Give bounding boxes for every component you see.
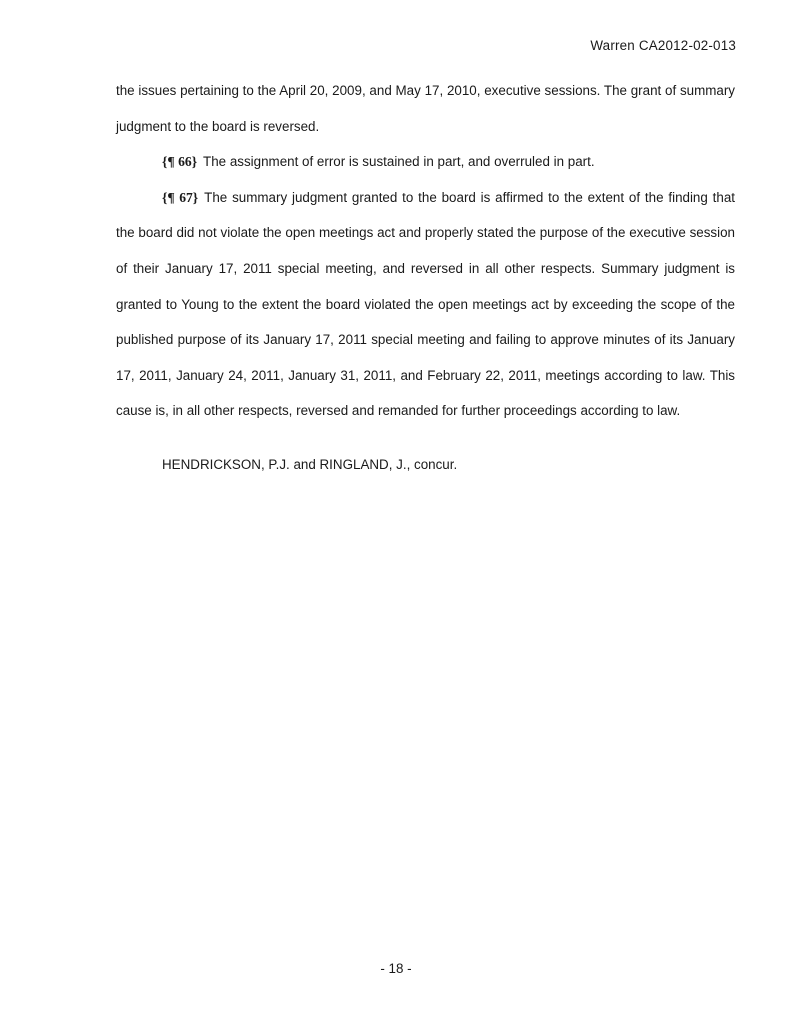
paragraph-number-66: {¶ 66} xyxy=(162,154,198,170)
opinion-body xyxy=(116,73,735,483)
concurrence-line: HENDRICKSON, P.J. and RINGLAND, J., concur. xyxy=(162,456,458,472)
page-number: - 18 - xyxy=(380,961,412,976)
continuation-paragraph: the issues pertaining to the April 20, 2009, and May 17, 2010, executive sessions. The grant of summary judgment to the board is reversed. xyxy=(116,83,735,134)
case-reference-header: Warren CA2012-02-013 xyxy=(590,38,736,53)
paragraph-67 xyxy=(116,180,735,429)
paragraph-67-text: The summary judgment granted to the board is affirmed to the extent of the finding that the board did not violate the open meetings act and properly stated the purpose of the executive session of their January 17, 2011 special meeting, and reversed in all other respects. Summary judgment is granted to Young to the extent the board violated the open meetings act by exceeding the scope of the published purpose of its January 17, 2011 special meeting and failing to approve minutes of its January 17, 2011, January 24, 2011, January 31, 2011, and February 22, 2011, meetings according to law. This cause is, in all other respects, reversed and remanded for further proceedings according to law. xyxy=(116,189,736,419)
paragraph-number-67: {¶ 67} xyxy=(162,189,199,205)
paragraph-66-text: The assignment of error is sustained in part, and overruled in part. xyxy=(203,154,595,170)
paragraph-66 xyxy=(116,144,735,180)
